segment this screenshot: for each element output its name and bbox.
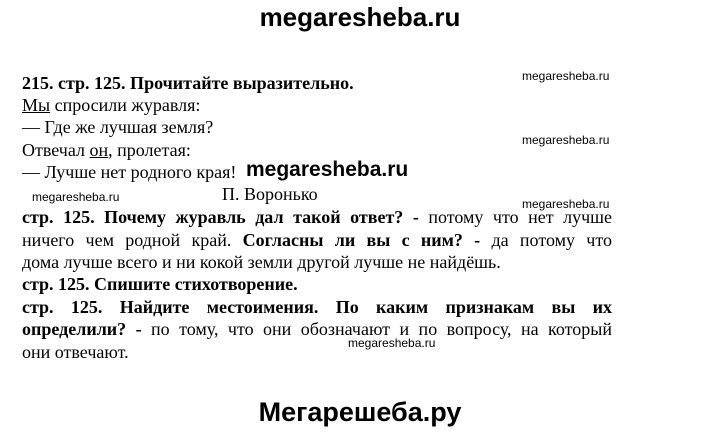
- poem-line-3-a: Отвечал: [22, 140, 90, 160]
- q1-question: стр. 125. Почему журавль дал такой ответ? -: [22, 207, 419, 227]
- exercise-heading: 215. стр. 125. Прочитайте выразительно.: [22, 73, 354, 93]
- q3-line-2: [22, 318, 612, 340]
- poem-author: П. Воронько: [222, 184, 318, 204]
- q2-question: стр. 125. Спишите стихотворение.: [22, 274, 298, 294]
- poem-line-1: [22, 94, 200, 116]
- q3-line-1: стр. 125. Найдите местоимения. По каким признакам вы их: [22, 297, 612, 317]
- watermark-small-2: megaresheba.ru: [522, 133, 610, 147]
- q1-line-3: дома лучше всего и ни кокой земли другой лучше не найдёшь.: [22, 252, 501, 272]
- poem-line-1-rest: спросили журавля:: [50, 95, 201, 115]
- q3-line-3: они отвечают.: [22, 342, 129, 362]
- poem-line-3: [22, 139, 191, 161]
- q1-line-2: [22, 229, 612, 251]
- poem-line-3-c: , пролетая:: [108, 140, 191, 160]
- q1-answer-2: да потому что: [480, 230, 612, 250]
- watermark-bottom: Мегарешеба.ру: [258, 397, 462, 427]
- q3-question-end: определили? -: [22, 319, 142, 339]
- watermark-top: megaresheba.ru: [259, 2, 461, 32]
- poem-line-4: — Лучше нет родного края!: [22, 162, 237, 182]
- poem-line-2: — Где же лучшая земля?: [22, 117, 214, 137]
- watermark-small-3: megaresheba.ru: [32, 190, 120, 204]
- pronoun-on: он: [89, 140, 109, 160]
- watermark-small-4: megaresheba.ru: [522, 197, 610, 211]
- watermark-small-5: megaresheba.ru: [348, 336, 436, 350]
- watermark-small-1: megaresheba.ru: [522, 69, 610, 83]
- q1-answer-start: потому что нет лучше: [418, 207, 612, 227]
- watermark-middle: megaresheba.ru: [246, 158, 409, 181]
- pronoun-my: Мы: [22, 95, 51, 115]
- q3-answer: по тому, что они обозначают и по вопросу, на который: [141, 319, 612, 339]
- q1-question-2: Согласны ли вы с ним? -: [242, 230, 481, 250]
- q1-answer-cont: ничего чем родной край.: [22, 230, 243, 250]
